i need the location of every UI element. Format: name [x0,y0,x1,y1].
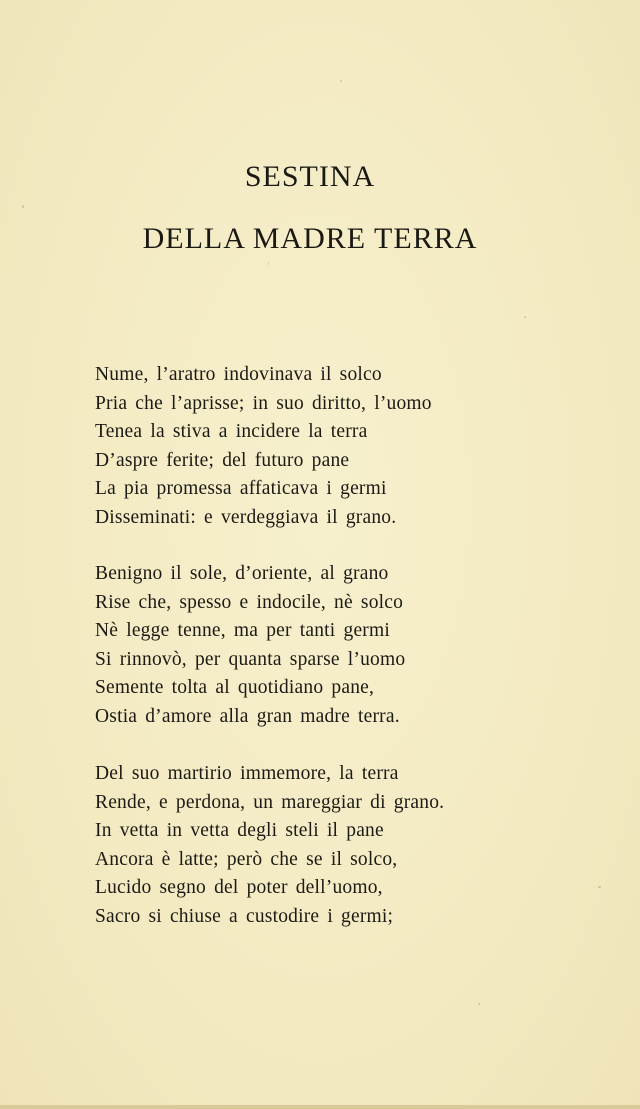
verse-line: Rende, e perdona, un mareggiar di grano. [95,791,445,813]
verse-line: Lucido segno del poter dell’uomo, [95,877,383,899]
verse-line: Tenea la stiva a incidere la terra [95,421,368,443]
paper-speck [22,205,24,208]
verse-line: D’aspre ferite; del futuro pane [95,449,350,471]
verse-line: Pria che l’aprisse; in suo diritto, l’uomo [95,392,432,414]
verse-line: Nè legge tenne, ma per tanti germi [95,620,390,642]
stanza-1 [95,361,432,533]
paper-speck [478,1003,480,1005]
page-bottom-edge [0,1105,640,1109]
paper-speck [524,316,526,318]
paper-speck [340,80,342,82]
verse-line: Ostia d’amore alla gran madre terra. [95,705,400,727]
verse-line: Rise che, spesso e indocile, nè solco [95,591,404,613]
poem-title-line-2: DELLA MADRE TERRA [142,222,478,255]
stanza-2 [95,560,405,732]
verse-line: Benigno il sole, d’oriente, al grano [95,563,389,584]
poem-title-line-1: SESTINA [244,160,376,193]
paper-speck [268,262,269,265]
verse-line: Nume, l’aratro indovinava il solco [95,364,382,385]
verse-line: In vetta in vetta degli steli il pane [95,820,384,842]
verse-line: Si rinnovò, per quanta sparse l’uomo [95,648,406,670]
verse-line: Sacro si chiuse a custodire i germi; [95,905,394,927]
verse-line: Disseminati: e verdeggiava il grano. [95,506,397,528]
verse-line: Del suo martirio immemore, la terra [95,763,399,784]
verse-line: La pia promessa affaticava i germi [95,478,387,500]
verse-line: Ancora è latte; però che se il solco, [95,848,398,870]
verse-line: Semente tolta al quotidiano pane, [95,677,375,699]
paper-speck [598,886,601,888]
stanza-3 [95,760,444,932]
